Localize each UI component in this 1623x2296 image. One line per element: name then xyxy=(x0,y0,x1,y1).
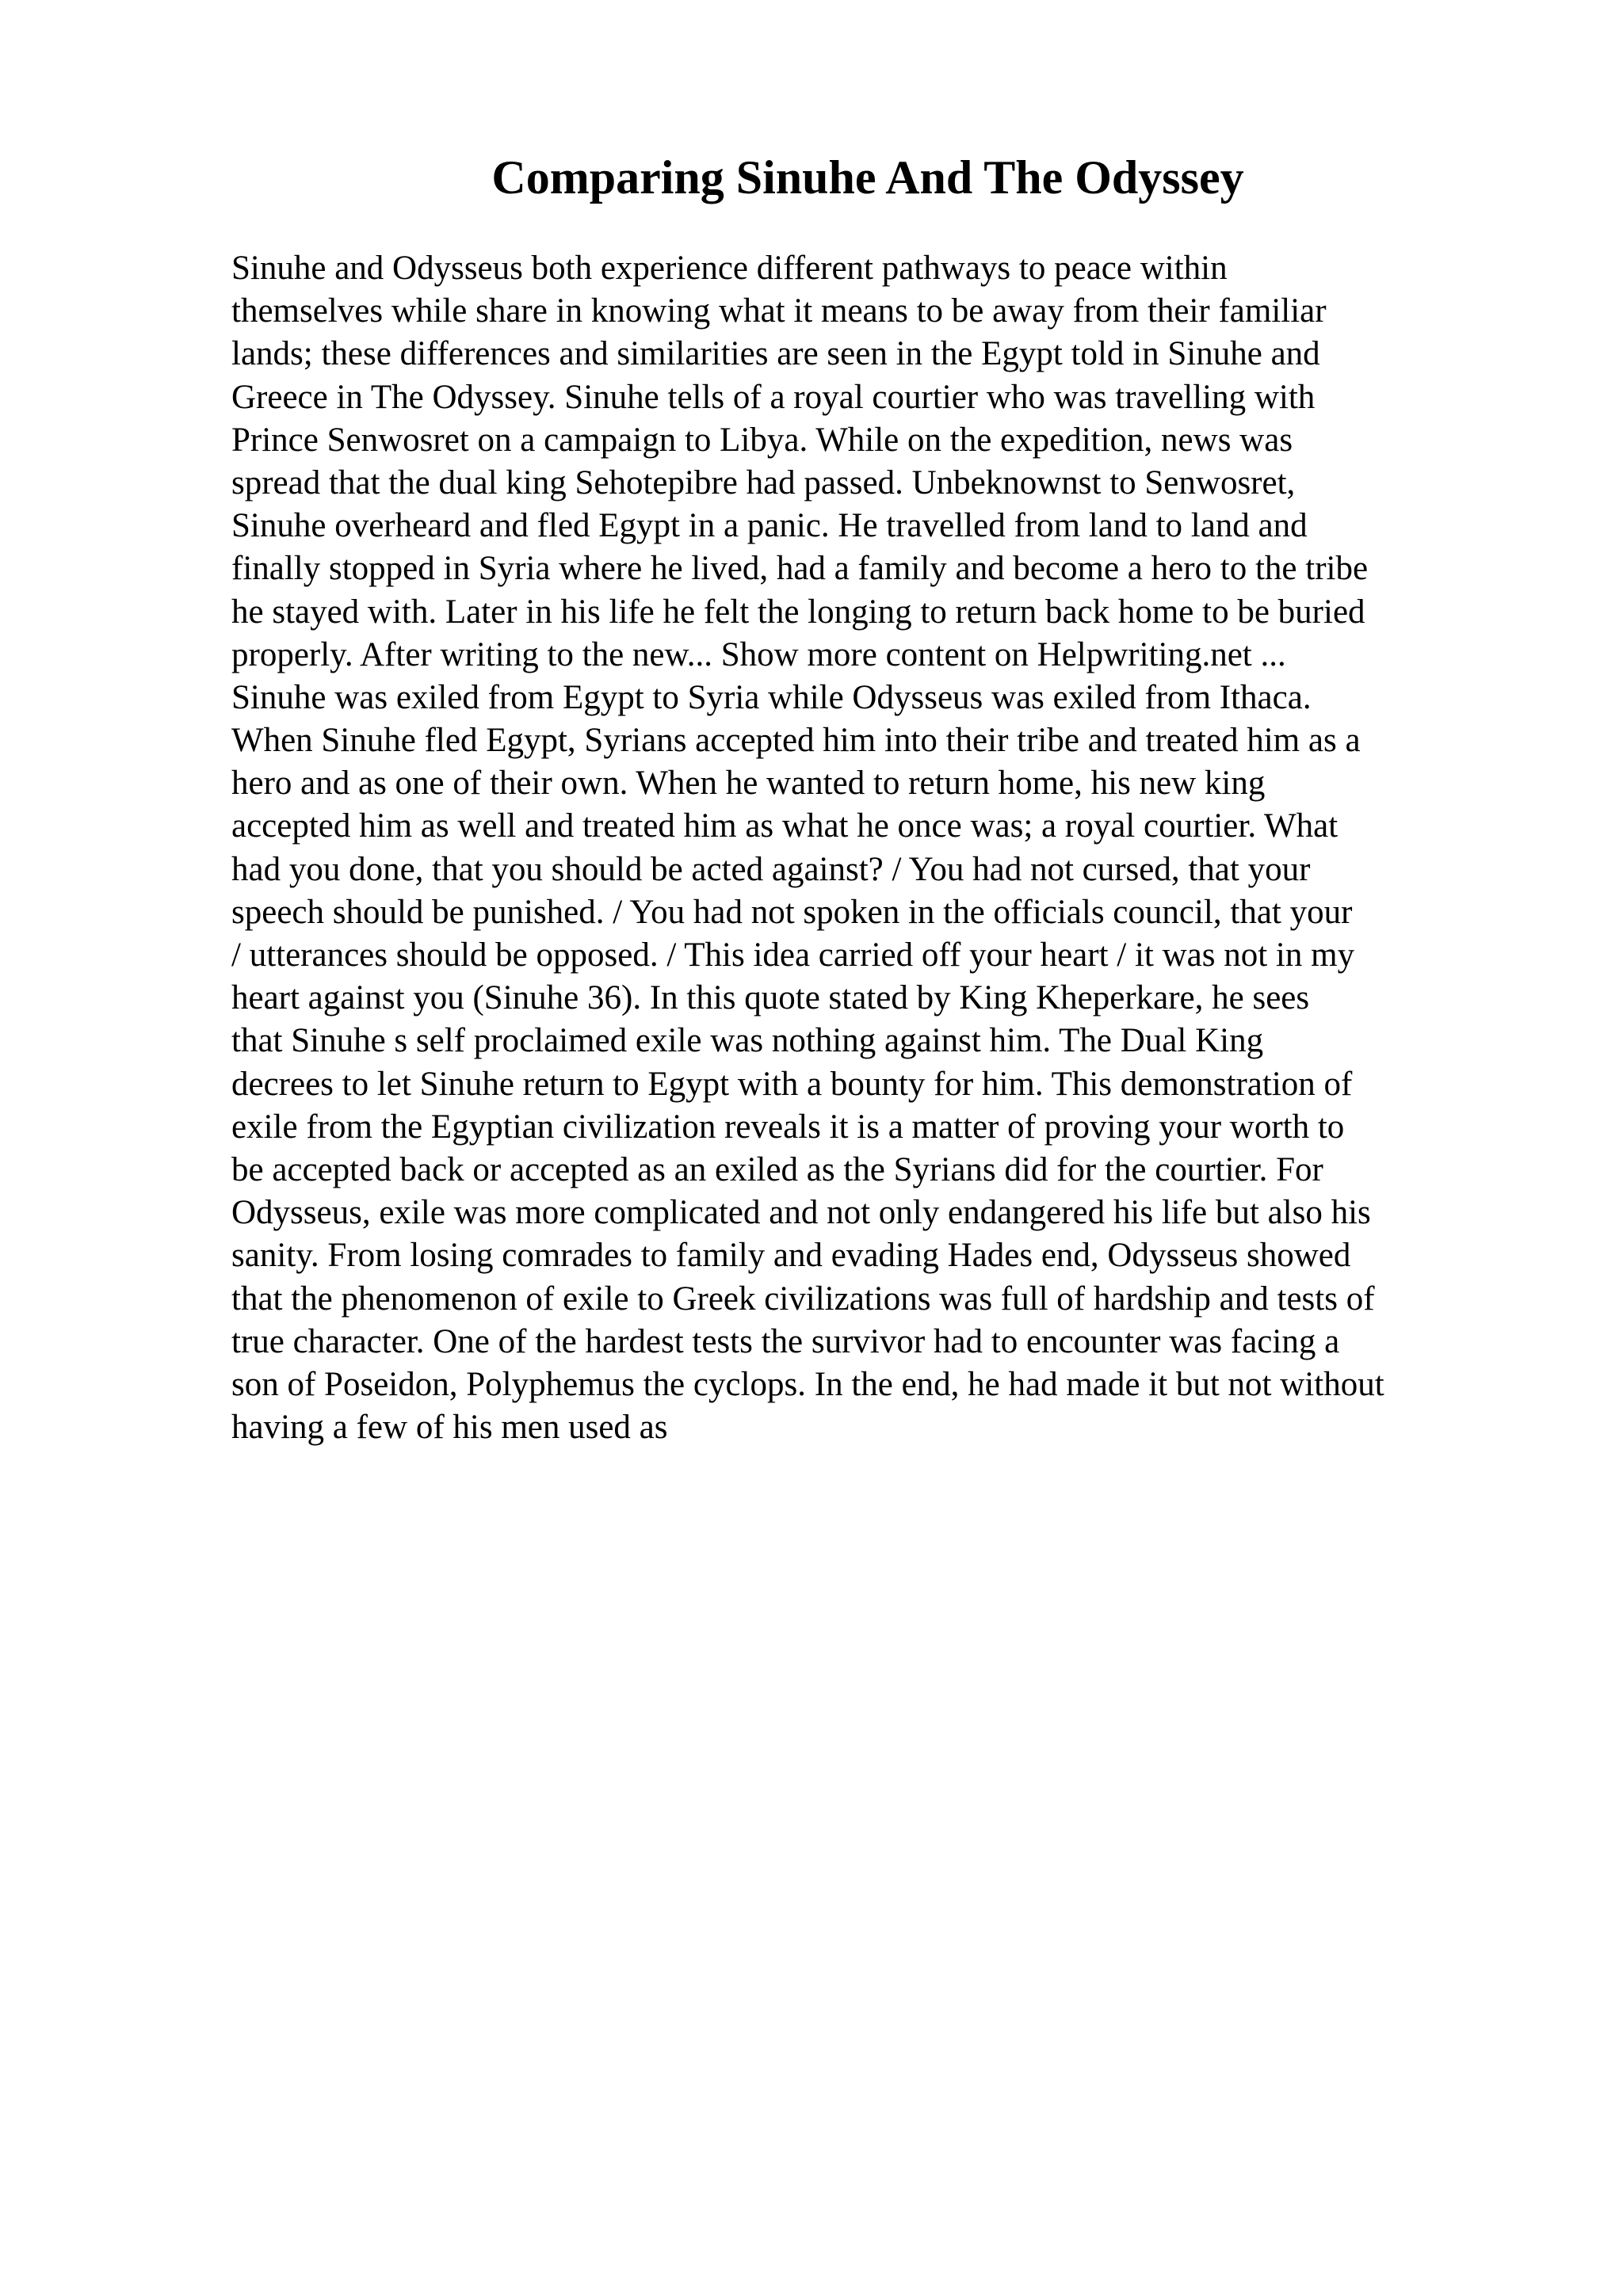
body-line: that the phenomenon of exile to Greek civilizations was full of hardship and tests of xyxy=(231,1280,1375,1318)
body-line: spread that the dual king Sehotepibre had passed. Unbeknownst to Senwosret, xyxy=(231,463,1296,502)
body-line: properly. After writing to the new... Show more content on Helpwriting.net ... xyxy=(231,635,1286,673)
body-line: decrees to let Sinuhe return to Egypt with a bounty for him. This demonstration of xyxy=(231,1065,1353,1103)
body-line: accepted him as well and treated him as what he once was; a royal courtier. What xyxy=(231,807,1338,845)
body-line: true character. One of the hardest tests the survivor had to encounter was facing a xyxy=(231,1322,1340,1360)
body-line: having a few of his men used as xyxy=(231,1409,668,1447)
body-line: Odysseus, exile was more complicated and not only endangered his life but also his xyxy=(231,1194,1371,1232)
document-title: Comparing Sinuhe And The Odyssey xyxy=(491,151,1244,204)
body-line: / utterances should be opposed. / This idea carried off your heart / it was not in my xyxy=(231,936,1355,974)
body-line: had you done, that you should be acted against? / You had not cursed, that your xyxy=(231,850,1311,888)
body-line: When Sinuhe fled Egypt, Syrians accepted him into their tribe and treated him as a xyxy=(231,722,1361,760)
body-line: Sinuhe overheard and fled Egypt in a panic. He travelled from land to land and xyxy=(231,507,1308,545)
body-line: sanity. From losing comrades to family and evading Hades end, Odysseus showed xyxy=(231,1237,1351,1275)
body-line: he stayed with. Later in his life he felt the longing to return back home to be buried xyxy=(231,593,1365,631)
body-line: hero and as one of their own. When he wanted to return home, his new king xyxy=(231,765,1266,803)
body-line: themselves while share in knowing what it means to be away from their familiar xyxy=(231,292,1327,330)
body-line: son of Poseidon, Polyphemus the cyclops. In the end, he had made it but not without xyxy=(231,1365,1384,1403)
body-line: exile from the Egyptian civilization reveals it is a matter of proving your worth to xyxy=(231,1108,1345,1146)
body-line: lands; these differences and similarities are seen in the Egypt told in Sinuhe and xyxy=(231,335,1320,373)
body-line: Sinuhe and Odysseus both experience different pathways to peace within xyxy=(231,250,1228,287)
body-line: Greece in The Odyssey. Sinuhe tells of a royal courtier who was travelling with xyxy=(231,378,1316,416)
body-line: Prince Senwosret on a campaign to Libya. While on the expedition, news was xyxy=(231,421,1293,459)
body-line: finally stopped in Syria where he lived, had a family and become a hero to the tribe xyxy=(231,550,1369,588)
document-body xyxy=(231,247,1515,1449)
body-line: heart against you (Sinuhe 36). In this quote stated by King Kheperkare, he sees xyxy=(231,979,1310,1017)
body-line: Sinuhe was exiled from Egypt to Syria while Odysseus was exiled from Ithaca. xyxy=(231,678,1312,716)
body-line: be accepted back or accepted as an exiled as the Syrians did for the courtier. For xyxy=(231,1150,1323,1188)
body-line: that Sinuhe s self proclaimed exile was nothing against him. The Dual King xyxy=(231,1022,1264,1060)
body-line: speech should be punished. / You had not spoken in the officials council, that your xyxy=(231,893,1353,931)
